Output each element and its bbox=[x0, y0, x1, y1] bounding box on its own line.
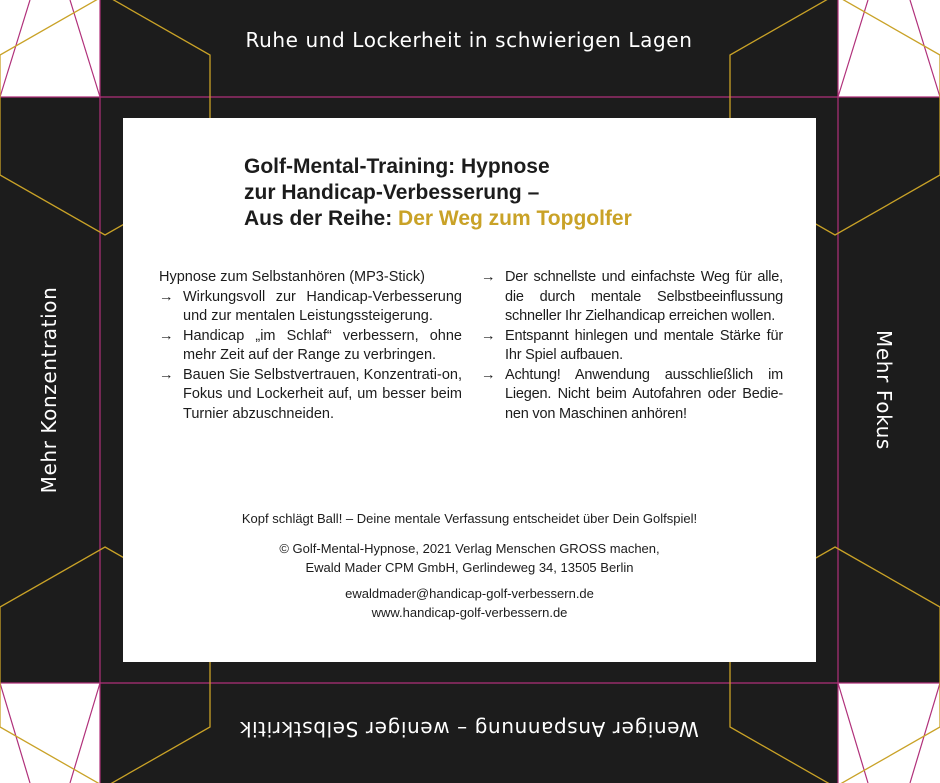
bottom-flap-text: Weniger Anspannung – weniger Selbstkritik bbox=[239, 717, 699, 741]
benefit-list-right bbox=[481, 268, 783, 424]
list-item bbox=[159, 288, 462, 327]
arrow-icon: → bbox=[159, 327, 174, 344]
series-name: Der Weg zum Topgolfer bbox=[398, 207, 632, 230]
title-line-1: Golf-Mental-Training: Hypnose bbox=[244, 155, 550, 178]
copyright-line-2: Ewald Mader CPM GmbH, Gerlindeweg 34, 13505 Berlin bbox=[305, 560, 634, 575]
arrow-icon: → bbox=[481, 366, 496, 383]
list-item-text: Achtung! Anwendung ausschließlich im Liegen. Nicht beim Autofahren oder Bedie-nen von Maschinen anhören! bbox=[505, 366, 783, 422]
title-line-3 bbox=[244, 206, 764, 232]
arrow-icon: → bbox=[481, 269, 496, 285]
list-item bbox=[481, 268, 783, 327]
top-flap-text: Ruhe und Lockerheit in schwierigen Lagen bbox=[245, 28, 693, 52]
title-line-2: zur Handicap-Verbesserung – bbox=[244, 181, 540, 204]
benefit-list-left bbox=[159, 288, 462, 425]
left-column bbox=[159, 268, 462, 424]
list-item-text: Handicap „im Schlaf“ verbessern, ohne mehr Zeit auf der Range zu verbringen. bbox=[183, 327, 462, 363]
list-item bbox=[159, 366, 462, 425]
list-item-text: Wirkungsvoll zur Handicap-Verbesserung und zur mentalen Leistungssteigerung. bbox=[183, 288, 462, 324]
list-item bbox=[481, 366, 783, 425]
copyright-block bbox=[123, 539, 816, 577]
series-prefix: Aus der Reihe: bbox=[244, 207, 399, 230]
copyright-line-1: © Golf-Mental-Hypnose, 2021 Verlag Menschen GROSS machen, bbox=[279, 541, 660, 556]
product-title bbox=[244, 154, 764, 232]
arrow-icon: → bbox=[159, 366, 174, 383]
list-item-text: Bauen Sie Selbstvertrauen, Konzentrati-on, Fokus und Lockerheit auf, um besser beim Turnier abzuschneiden. bbox=[183, 366, 462, 422]
left-flap-text: Mehr Konzentration bbox=[37, 286, 61, 494]
list-item-text: Der schnellste und einfachste Weg für alle, die durch mentale Selbstbeeinflussung schneller Ihr Zielhandicap erreichen wollen. bbox=[505, 269, 783, 324]
list-item-text: Entspannt hinlegen und mentale Stärke für Ihr Spiel aufbauen. bbox=[505, 327, 783, 363]
list-item bbox=[159, 327, 462, 366]
slogan: Kopf schlägt Ball! – Deine mentale Verfassung entscheidet über Dein Golfspiel! bbox=[241, 511, 698, 526]
contact-block bbox=[123, 584, 816, 622]
right-column bbox=[481, 268, 783, 424]
product-format: Hypnose zum Selbstanhören (MP3-Stick) bbox=[159, 269, 425, 285]
list-item bbox=[481, 327, 783, 366]
email-address: ewaldmader@handicap-golf-verbessern.de bbox=[345, 586, 594, 601]
website-url: www.handicap-golf-verbessern.de bbox=[371, 605, 568, 620]
right-flap-text: Mehr Fokus bbox=[872, 330, 896, 450]
arrow-icon: → bbox=[481, 327, 496, 344]
arrow-icon: → bbox=[159, 288, 174, 305]
label-card bbox=[123, 118, 816, 662]
